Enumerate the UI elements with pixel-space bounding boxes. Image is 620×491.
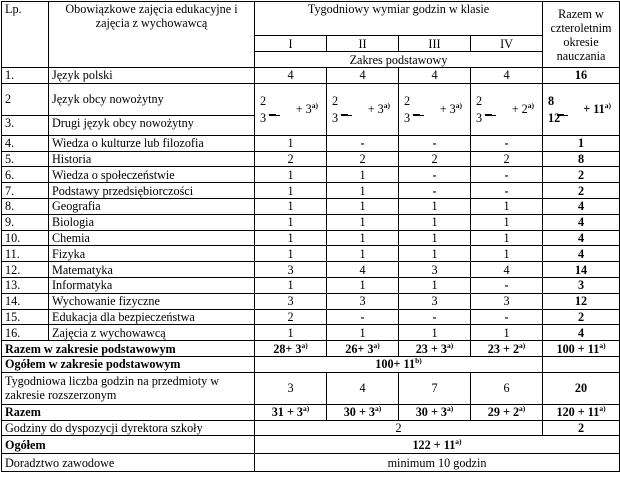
row-total: 14: [543, 262, 620, 278]
row-class-3: 1: [399, 198, 471, 214]
rozszerzony-class-3: 7: [399, 372, 471, 404]
row-class-4: -: [471, 309, 543, 325]
dyrektor-value: 2: [255, 420, 543, 436]
razem-class-3-note: a): [447, 404, 454, 414]
razem-podstawowy-class-3-value: 23 + 3: [415, 341, 448, 356]
ogolem-value-text: 122 + 11: [412, 437, 456, 452]
lang-class-3-brace: [413, 114, 420, 116]
table-row: [2, 68, 620, 84]
rozszerzony-row: [2, 372, 620, 404]
dyrektor-total: 2: [543, 420, 620, 436]
rozszerzony-class-2: 4: [327, 372, 399, 404]
row-class-3: -: [399, 135, 471, 151]
row-subject: Język obcy nowożytny: [49, 83, 255, 115]
lang-total: [543, 83, 620, 135]
row-subject: Język polski: [49, 68, 255, 84]
row-class-1: 1: [255, 277, 327, 293]
razem-podstawowy-total-value: 100 + 11: [556, 341, 600, 356]
row-class-2: 1: [327, 214, 399, 230]
lang-class-2-top: 3: [332, 111, 339, 126]
row-class-3: 1: [399, 277, 471, 293]
lang-class-4-plus-note: a): [527, 101, 535, 111]
row-subject: Fizyka: [49, 246, 255, 262]
header-class-2: II: [327, 36, 399, 52]
lang-class-1-brace: [269, 114, 276, 116]
row-class-4: 1: [471, 246, 543, 262]
table-row: [2, 167, 620, 183]
razem-total-value: 120 + 11: [556, 405, 600, 420]
row-class-3: 3: [399, 262, 471, 278]
row-total: 4: [543, 230, 620, 246]
row-total: 8: [543, 151, 620, 167]
row-class-2: 4: [327, 262, 399, 278]
row-class-2: 3: [327, 293, 399, 309]
row-number: 11.: [2, 246, 49, 262]
row-class-3: 3: [399, 293, 471, 309]
row-subject: Geografia: [49, 198, 255, 214]
razem-podstawowy-class-2: [327, 341, 399, 357]
row-class-4: -: [471, 167, 543, 183]
row-number: 2: [2, 83, 49, 115]
row-class-1: 1: [255, 230, 327, 246]
lang-class-1-top: 3: [260, 111, 267, 126]
lang-total-top: 12: [548, 111, 561, 126]
row-class-4: 4: [471, 68, 543, 84]
razem-class-1-note: a): [303, 404, 310, 414]
table-row: [2, 246, 620, 262]
row-total: 12: [543, 293, 620, 309]
row-class-2: 4: [327, 68, 399, 84]
ogolem-value: [255, 436, 620, 454]
row-class-2: -: [327, 309, 399, 325]
razem-podstawowy-label: Razem w zakresie podstawowym: [2, 341, 255, 357]
row-class-3: 1: [399, 246, 471, 262]
lang-class-3-plus-note: a): [455, 101, 462, 111]
lang-class-2-plus: [368, 102, 390, 116]
row-class-2: 1: [327, 246, 399, 262]
rozszerzony-label: Tygodniowa liczba godzin na przedmioty w zakresie rozszerzonym: [2, 372, 255, 404]
row-class-2: 1: [327, 183, 399, 199]
header-lp: Lp.: [2, 2, 49, 68]
table-row: [2, 277, 620, 293]
table-row: [2, 309, 620, 325]
dyrektor-label: Godziny do dyspozycji dyrektora szkoły: [2, 420, 255, 436]
doradztwo-value: minimum 10 godzin: [255, 454, 620, 472]
row-total: 2: [543, 183, 620, 199]
table-row: [2, 183, 620, 199]
lang-class-3: [399, 83, 471, 135]
ogolem-row: [2, 436, 620, 454]
razem-class-3: [399, 404, 471, 420]
row-class-2: 1: [327, 230, 399, 246]
row-class-3: -: [399, 183, 471, 199]
row-total: 1: [543, 135, 620, 151]
row-class-2: 1: [327, 325, 399, 341]
lang-total-brace: [557, 114, 564, 116]
ogolem-podstawowy-total: [543, 356, 620, 372]
row-class-3: 2: [399, 151, 471, 167]
table-row: [2, 198, 620, 214]
row-total: 4: [543, 246, 620, 262]
table-row: [2, 214, 620, 230]
row-number: 5.: [2, 151, 49, 167]
rozszerzony-class-4: 6: [471, 372, 543, 404]
row-subject: Drugi język obcy nowożytny: [49, 115, 255, 135]
row-total: 4: [543, 325, 620, 341]
table-row: [2, 83, 620, 115]
row-total: 3: [543, 277, 620, 293]
header-total: Razem w czteroletnim okresie nauczania: [543, 2, 620, 68]
row-class-4: -: [471, 277, 543, 293]
lang-class-4-plus: [512, 102, 534, 116]
razem-class-2-value: 30 + 3: [343, 405, 376, 420]
row-subject: Edukacja dla bezpieczeństwa: [49, 309, 255, 325]
lang-class-1: [255, 83, 327, 135]
row-number: 4.: [2, 135, 49, 151]
header-scope: Zakres podstawowy: [255, 52, 543, 68]
lang-class-3-top: 3: [404, 111, 411, 126]
row-subject: Informatyka: [49, 277, 255, 293]
header-subjects: Obowiązkowe zajęcia edukacyjne i zajęcia z wychowawcą: [49, 2, 255, 68]
razem-podstawowy-class-4-value: 23 + 2: [487, 341, 520, 356]
row-number: 1.: [2, 68, 49, 84]
table-row: [2, 230, 620, 246]
row-number: 13.: [2, 277, 49, 293]
lang-class-2-brace: [341, 114, 348, 116]
row-class-1: 1: [255, 183, 327, 199]
row-class-4: 2: [471, 151, 543, 167]
row-class-1: 1: [255, 325, 327, 341]
row-class-4: -: [471, 135, 543, 151]
row-number: 15.: [2, 309, 49, 325]
row-subject: Matematyka: [49, 262, 255, 278]
ogolem-note: a): [455, 436, 462, 446]
lang-class-4-bottom: 2: [476, 94, 483, 109]
razem-podstawowy-total-note: a): [599, 340, 606, 350]
razem-class-4: [471, 404, 543, 420]
row-class-2: -: [327, 135, 399, 151]
ogolem-podstawowy-label: Ogółem w zakresie podstawowym: [2, 356, 255, 372]
row-class-4: 3: [471, 293, 543, 309]
row-class-4: 1: [471, 198, 543, 214]
curriculum-table: [1, 1, 620, 472]
lang-total-bottom: 8: [548, 94, 555, 109]
row-class-3: 1: [399, 325, 471, 341]
row-subject: Zajęcia z wychowawcą: [49, 325, 255, 341]
row-class-4: -: [471, 183, 543, 199]
ogolem-podstawowy-row: [2, 356, 620, 372]
header-class-1: I: [255, 36, 327, 52]
razem-podstawowy-class-2-note: a): [373, 340, 380, 350]
header-class-4: IV: [471, 36, 543, 52]
row-class-4: 4: [471, 262, 543, 278]
row-class-3: 1: [399, 214, 471, 230]
row-class-2: 1: [327, 198, 399, 214]
lang-class-4-plus-value: + 2: [511, 102, 528, 117]
row-class-1: 1: [255, 246, 327, 262]
row-number: 14.: [2, 293, 49, 309]
header-weekly: Tygodniowy wymiar godzin w klasie: [255, 2, 543, 36]
row-subject: Wiedza o kulturze lub filozofia: [49, 135, 255, 151]
row-subject: Podstawy przedsiębiorczości: [49, 183, 255, 199]
ogolem-podstawowy-note: b): [415, 356, 422, 366]
razem-class-1: [255, 404, 327, 420]
razem-podstawowy-class-1: [255, 341, 327, 357]
lang-total-plus-value: + 11: [583, 102, 605, 117]
razem-class-3-value: 30 + 3: [415, 405, 448, 420]
razem-podstawowy-class-2-value: 26+ 3: [345, 341, 374, 356]
lang-class-1-plus-value: + 3: [295, 102, 312, 117]
lang-class-2: [327, 83, 399, 135]
row-class-3: 4: [399, 68, 471, 84]
dyrektor-row: [2, 420, 620, 436]
row-total: 16: [543, 68, 620, 84]
razem-class-2-note: a): [375, 404, 382, 414]
row-subject: Wychowanie fizyczne: [49, 293, 255, 309]
lang-class-3-plus-value: + 3: [439, 102, 456, 117]
rozszerzony-class-1: 3: [255, 372, 327, 404]
lang-class-1-bottom: 2: [260, 94, 267, 109]
row-class-1: 1: [255, 214, 327, 230]
table-row: [2, 325, 620, 341]
row-class-3: 1: [399, 230, 471, 246]
row-total: 2: [543, 309, 620, 325]
razem-class-2: [327, 404, 399, 420]
razem-podstawowy-class-3: [399, 341, 471, 357]
row-class-1: 3: [255, 262, 327, 278]
table-row: [2, 293, 620, 309]
ogolem-podstawowy-value-text: 100+ 11: [375, 357, 416, 372]
razem-class-4-note: a): [519, 404, 526, 414]
row-class-2: 1: [327, 167, 399, 183]
row-total: 4: [543, 198, 620, 214]
row-number: 7.: [2, 183, 49, 199]
row-number: 16.: [2, 325, 49, 341]
razem-podstawowy-row: [2, 341, 620, 357]
doradztwo-label: Doradztwo zawodowe: [2, 454, 255, 472]
row-class-2: 2: [327, 151, 399, 167]
row-class-1: 2: [255, 151, 327, 167]
lang-class-1-plus-note: a): [311, 101, 318, 111]
razem-podstawowy-total: [543, 341, 620, 357]
row-class-1: 1: [255, 198, 327, 214]
row-class-4: 1: [471, 230, 543, 246]
lang-total-plus-note: a): [604, 101, 612, 111]
row-total: 4: [543, 214, 620, 230]
lang-class-3-bottom: 2: [404, 94, 411, 109]
lang-total-plus: [583, 102, 611, 116]
table-row: [2, 135, 620, 151]
razem-podstawowy-class-1-note: a): [301, 340, 308, 350]
razem-podstawowy-class-4: [471, 341, 543, 357]
razem-label: Razem: [2, 404, 255, 420]
rozszerzony-total: 20: [543, 372, 620, 404]
lang-class-3-plus: [440, 102, 462, 116]
row-class-1: 2: [255, 309, 327, 325]
lang-class-2-plus-note: a): [383, 101, 390, 111]
row-subject: Wiedza o społeczeństwie: [49, 167, 255, 183]
row-number: 6.: [2, 167, 49, 183]
table-row: [2, 151, 620, 167]
row-class-4: 1: [471, 325, 543, 341]
lang-class-1-plus: [296, 102, 318, 116]
lang-class-4: [471, 83, 543, 135]
row-number: 12.: [2, 262, 49, 278]
lang-class-2-plus-value: + 3: [367, 102, 384, 117]
razem-total-note: a): [599, 404, 606, 414]
razem-podstawowy-class-4-note: a): [519, 340, 526, 350]
doradztwo-row: [2, 454, 620, 472]
row-class-1: 4: [255, 68, 327, 84]
razem-podstawowy-class-3-note: a): [447, 340, 454, 350]
row-class-1: 1: [255, 167, 327, 183]
ogolem-podstawowy-value: [255, 356, 543, 372]
lang-class-4-brace: [485, 114, 492, 116]
row-class-4: 1: [471, 214, 543, 230]
row-number: 8.: [2, 198, 49, 214]
razem-class-4-value: 29 + 2: [487, 405, 520, 420]
row-subject: Chemia: [49, 230, 255, 246]
row-class-1: 3: [255, 293, 327, 309]
ogolem-label: Ogółem: [2, 436, 255, 454]
razem-class-1-value: 31 + 3: [271, 405, 304, 420]
header-class-3: III: [399, 36, 471, 52]
razem-podstawowy-class-1-value: 28+ 3: [273, 341, 302, 356]
row-class-3: -: [399, 167, 471, 183]
row-class-3: -: [399, 309, 471, 325]
row-subject: Historia: [49, 151, 255, 167]
row-class-2: 1: [327, 277, 399, 293]
lang-class-2-bottom: 2: [332, 94, 339, 109]
row-total: 2: [543, 167, 620, 183]
row-subject: Biologia: [49, 214, 255, 230]
row-number: 10.: [2, 230, 49, 246]
razem-row: [2, 404, 620, 420]
row-number: 9.: [2, 214, 49, 230]
lang-class-4-top: 3: [476, 111, 483, 126]
razem-total: [543, 404, 620, 420]
row-number: 3.: [2, 115, 49, 135]
table-row: [2, 262, 620, 278]
row-class-1: 1: [255, 135, 327, 151]
